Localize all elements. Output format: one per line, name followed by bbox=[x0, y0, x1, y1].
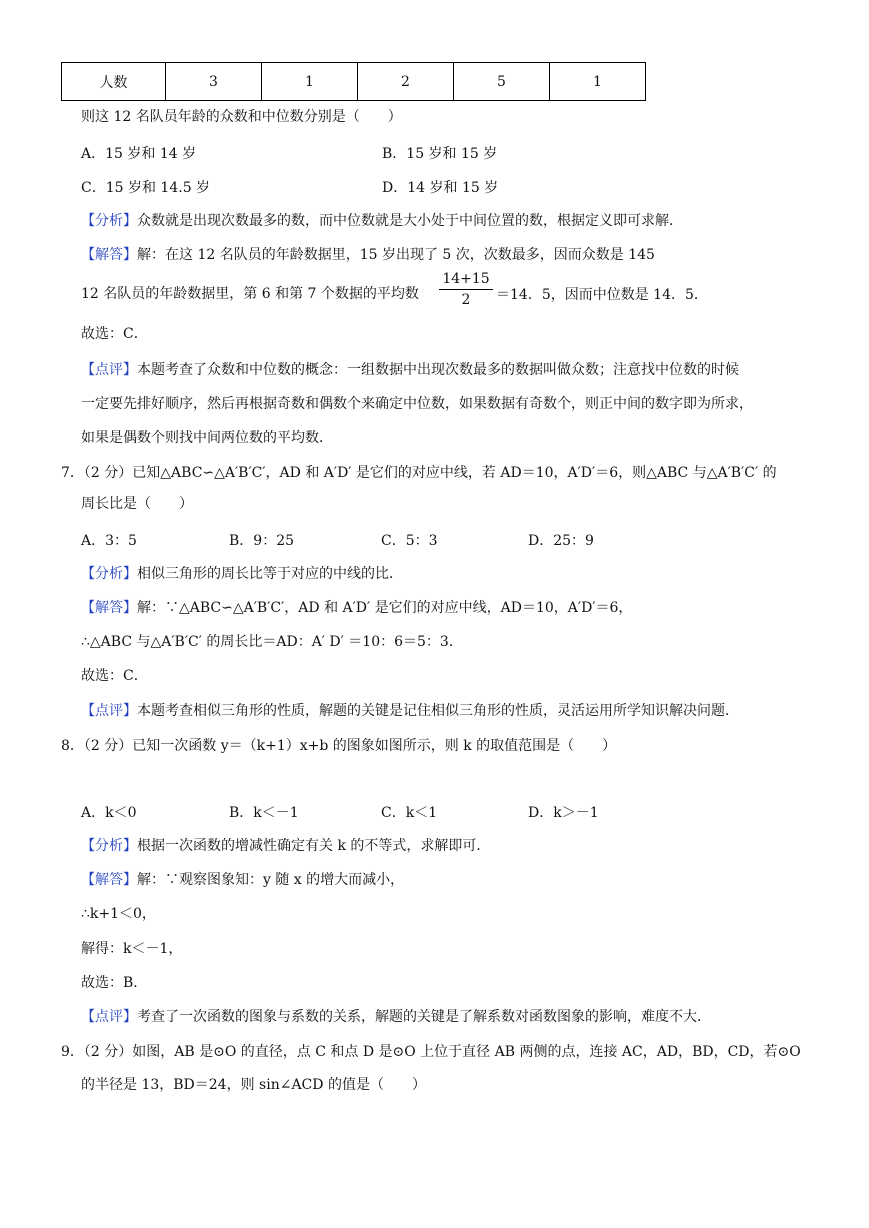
analysis-tag: 【分析】 bbox=[81, 213, 137, 229]
q8-option-a: A．k＜0 bbox=[81, 805, 137, 821]
analysis-text: 相似三角形的周长比等于对应的中线的比． bbox=[137, 566, 403, 582]
review-text: 本题考查相似三角形的性质，解题的关键是记住相似三角形的性质，灵活运用所学知识解决问题． bbox=[137, 703, 739, 719]
q8-stem: 8．（2 分）已知一次函数 y＝（k+1）x+b 的图象如图所示，则 k 的取值范围是（ ） bbox=[61, 738, 617, 754]
q6-review-line-3: 如果是偶数个则找中间两位数的平均数． bbox=[81, 430, 333, 446]
q7-stem-line-1: 7．（2 分）已知△ABC∽△A′B′C′，AD 和 A′D′ 是它们的对应中线，若 AD＝10，A′D′＝6，则△ABC 与△A′B′C′ 的 bbox=[61, 465, 777, 481]
analysis-text: 根据一次函数的增减性确定有关 k 的不等式，求解即可． bbox=[137, 838, 491, 854]
q8-solution-line-1 bbox=[81, 870, 404, 890]
q8-answer: 故选：B． bbox=[81, 975, 148, 991]
table-cell: 3 bbox=[166, 63, 262, 101]
solution-tag: 【解答】 bbox=[81, 247, 137, 263]
q7-stem-line-2: 周长比是（ ） bbox=[81, 496, 193, 512]
data-table bbox=[61, 62, 646, 101]
q8-analysis bbox=[81, 836, 490, 856]
q7-answer: 故选：C． bbox=[81, 668, 148, 684]
fraction-numerator: 14+15 bbox=[442, 271, 490, 287]
q8-review bbox=[81, 1007, 711, 1027]
q6-option-a: A．15 岁和 14 岁 bbox=[81, 146, 197, 162]
q9-stem-line-1: 9．（2 分）如图，AB 是⊙O 的直径，点 C 和点 D 是⊙O 上位于直径 AB 两侧的点，连接 AC，AD，BD，CD，若⊙O bbox=[61, 1044, 801, 1060]
table-header-cell: 人数 bbox=[62, 63, 166, 101]
solution-text: 解：在这 12 名队员的年龄数据里，15 岁出现了 5 次，次数最多，因而众数是 145 bbox=[137, 247, 655, 263]
solution-tag: 【解答】 bbox=[81, 872, 137, 888]
q6-review-line-2: 一定要先排好顺序，然后再根据奇数和偶数个来确定中位数，如果数据有奇数个，则正中间的数字即为所求， bbox=[81, 396, 753, 412]
q6-solution-line-2a: 12 名队员的年龄数据里，第 6 和第 7 个数据的平均数 bbox=[81, 286, 419, 302]
review-text: 本题考查了众数和中位数的概念：一组数据中出现次数最多的数据叫做众数；注意找中位数的时候 bbox=[137, 362, 739, 378]
q8-solution-line-3: 解得：k＜－1， bbox=[81, 941, 183, 957]
q6-answer: 故选：C． bbox=[81, 326, 148, 342]
solution-text: 解：∵观察图象知：y 随 x 的增大而减小， bbox=[137, 872, 405, 888]
q7-review bbox=[81, 701, 739, 721]
q7-option-d: D．25：9 bbox=[528, 533, 594, 549]
table-row bbox=[62, 63, 646, 101]
q7-solution-line-2: ∴△ABC 与△A′B′C′ 的周长比＝AD：A′ D′ ＝10：6＝5：3． bbox=[81, 634, 463, 650]
table-cell: 2 bbox=[358, 63, 454, 101]
q7-option-b: B．9：25 bbox=[229, 533, 295, 549]
q6-option-b: B．15 岁和 15 岁 bbox=[382, 146, 498, 162]
solution-tag: 【解答】 bbox=[81, 600, 137, 616]
fraction-bar bbox=[439, 289, 493, 290]
q6-option-c: C．15 岁和 14.5 岁 bbox=[81, 180, 211, 196]
q6-solution-line-2b: ＝14．5，因而中位数是 14．5． bbox=[496, 287, 708, 303]
review-tag: 【点评】 bbox=[81, 703, 137, 719]
q8-option-b: B．k＜－1 bbox=[229, 805, 299, 821]
q6-fraction bbox=[439, 271, 493, 308]
review-tag: 【点评】 bbox=[81, 1009, 137, 1025]
q8-option-c: C．k＜1 bbox=[381, 805, 438, 821]
analysis-text: 众数就是出现次数最多的数，而中位数就是大小处于中间位置的数，根据定义即可求解． bbox=[137, 213, 683, 229]
table-cell: 5 bbox=[454, 63, 550, 101]
review-tag: 【点评】 bbox=[81, 362, 137, 378]
q7-option-a: A．3：5 bbox=[81, 533, 137, 549]
analysis-tag: 【分析】 bbox=[81, 838, 137, 854]
q6-option-d: D．14 岁和 15 岁 bbox=[382, 180, 499, 196]
solution-text: 解：∵△ABC∽△A′B′C′，AD 和 A′D′ 是它们的对应中线，AD＝10，A′D′＝6， bbox=[137, 600, 633, 616]
q7-analysis bbox=[81, 564, 403, 584]
analysis-tag: 【分析】 bbox=[81, 566, 137, 582]
fraction-denominator: 2 bbox=[461, 292, 471, 308]
q6-analysis bbox=[81, 211, 683, 231]
review-text: 考查了一次函数的图象与系数的关系，解题的关键是了解系数对函数图象的影响，难度不大． bbox=[137, 1009, 711, 1025]
q6-solution-line-1 bbox=[81, 245, 655, 265]
table-cell: 1 bbox=[550, 63, 646, 101]
table-cell: 1 bbox=[262, 63, 358, 101]
q7-option-c: C．5：3 bbox=[381, 533, 438, 549]
q6-stem: 则这 12 名队员年龄的众数和中位数分别是（ ） bbox=[81, 109, 402, 125]
q6-review-line-1 bbox=[81, 360, 739, 380]
q9-stem-line-2: 的半径是 13，BD＝24，则 sin∠ACD 的值是（ ） bbox=[81, 1077, 426, 1093]
q8-option-d: D．k＞－1 bbox=[528, 805, 599, 821]
q8-solution-line-2: ∴k+1＜0， bbox=[81, 906, 156, 922]
q7-solution-line-1 bbox=[81, 598, 632, 618]
